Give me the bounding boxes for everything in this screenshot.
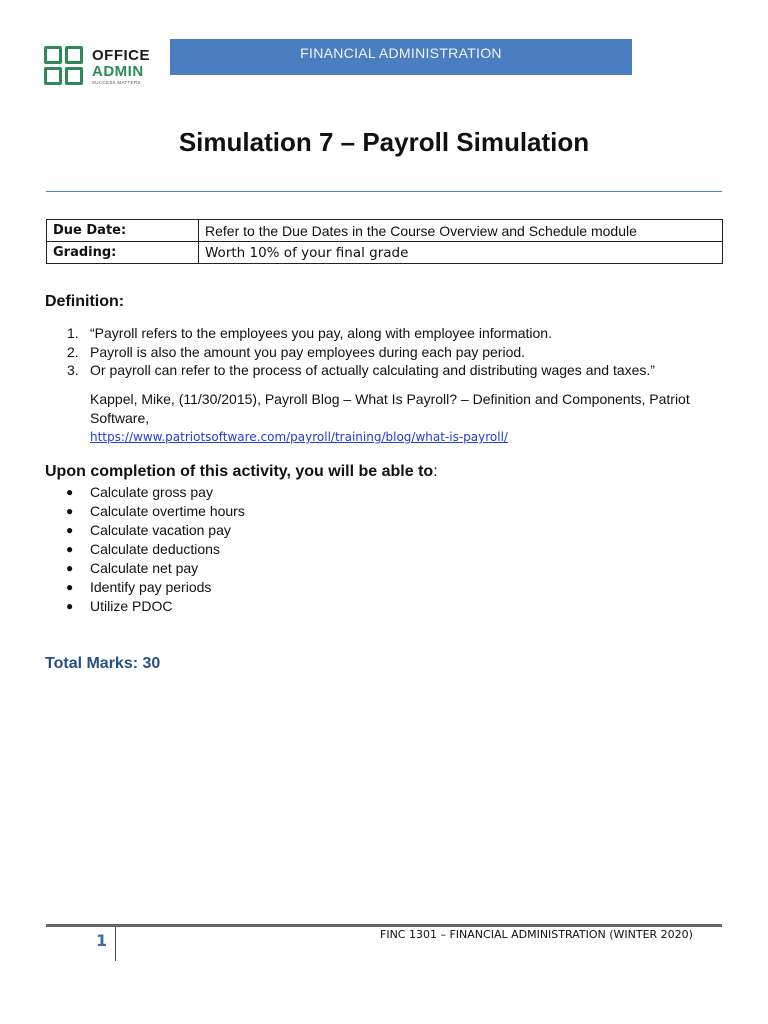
list-number: 1.	[67, 325, 79, 341]
list-item	[46, 343, 726, 362]
title-divider	[46, 191, 722, 192]
list-number: 2.	[67, 343, 79, 360]
bullet-icon: ●	[66, 485, 74, 499]
bullet-icon: ●	[66, 523, 74, 537]
outcome-text: Calculate deductions	[90, 541, 220, 557]
definition-text: Payroll is also the amount you pay employees during each pay period.	[90, 343, 526, 360]
outcome-text: Calculate gross pay	[90, 484, 213, 500]
list-item	[46, 483, 446, 502]
list-item	[46, 361, 726, 380]
outcome-text: Identify pay periods	[90, 579, 212, 595]
definition-text: Or payroll can refer to the process of actually calculating and distributing wages and taxes.”	[90, 362, 655, 378]
list-item	[46, 502, 446, 521]
outcome-text: Calculate overtime hours	[90, 503, 245, 519]
table-row	[47, 242, 723, 264]
grading-value: Worth 10% of your final grade	[199, 242, 723, 264]
logo-text-admin: ADMIN	[92, 63, 144, 80]
list-item	[46, 521, 446, 540]
outcomes-list	[46, 483, 446, 616]
list-item	[46, 578, 446, 597]
header-banner: FINANCIAL ADMINISTRATION	[170, 39, 632, 75]
page-title: Simulation 7 – Payroll Simulation	[178, 127, 590, 157]
bullet-icon: ●	[66, 561, 74, 575]
outcome-text: Utilize PDOC	[90, 598, 173, 614]
due-date-label: Due Date:	[47, 220, 199, 242]
list-item	[46, 540, 446, 559]
footer-divider	[46, 924, 722, 927]
office-admin-logo	[44, 46, 156, 88]
bullet-icon: ●	[66, 542, 74, 556]
logo-tagline: SUCCESS MATTERS	[92, 80, 141, 85]
bullet-icon: ●	[66, 504, 74, 518]
total-marks: Total Marks: 30	[45, 655, 161, 672]
list-item	[46, 559, 446, 578]
list-item	[46, 597, 446, 616]
outcomes-heading-text: Upon completion of this activity, you will be able to	[45, 463, 434, 480]
outcome-text: Calculate vacation pay	[90, 522, 231, 538]
page-number-separator	[115, 927, 116, 961]
info-table	[46, 219, 723, 264]
citation-text: Kappel, Mike, (11/30/2015), Payroll Blog – What Is Payroll? – Definition and Components, Patriot Software,	[90, 391, 690, 426]
bullet-icon: ●	[66, 599, 74, 613]
outcomes-heading	[45, 463, 438, 481]
bullet-icon: ●	[66, 580, 74, 594]
outcome-text: Calculate net pay	[90, 560, 199, 576]
definition-list	[46, 324, 726, 380]
list-item	[46, 324, 726, 343]
due-date-value: Refer to the Due Dates in the Course Overview and Schedule module	[199, 220, 723, 242]
logo-grid-icon	[44, 46, 86, 88]
footer-course-title: FINC 1301 – FINANCIAL ADMINISTRATION (WINTER 2020)	[380, 928, 693, 941]
table-row	[47, 220, 723, 242]
definition-text: “Payroll refers to the employees you pay, along with employee information.	[90, 325, 552, 341]
grading-label: Grading:	[47, 242, 199, 264]
definition-heading: Definition:	[45, 293, 125, 310]
page-number: 1	[96, 931, 108, 950]
citation-link[interactable]: https://www.patriotsoftware.com/payroll/training/blog/what-is-payroll/	[90, 430, 508, 444]
list-number: 3.	[67, 362, 79, 378]
outcomes-heading-colon: :	[433, 463, 438, 480]
logo-text-office: OFFICE	[92, 47, 150, 64]
citation	[90, 390, 710, 447]
